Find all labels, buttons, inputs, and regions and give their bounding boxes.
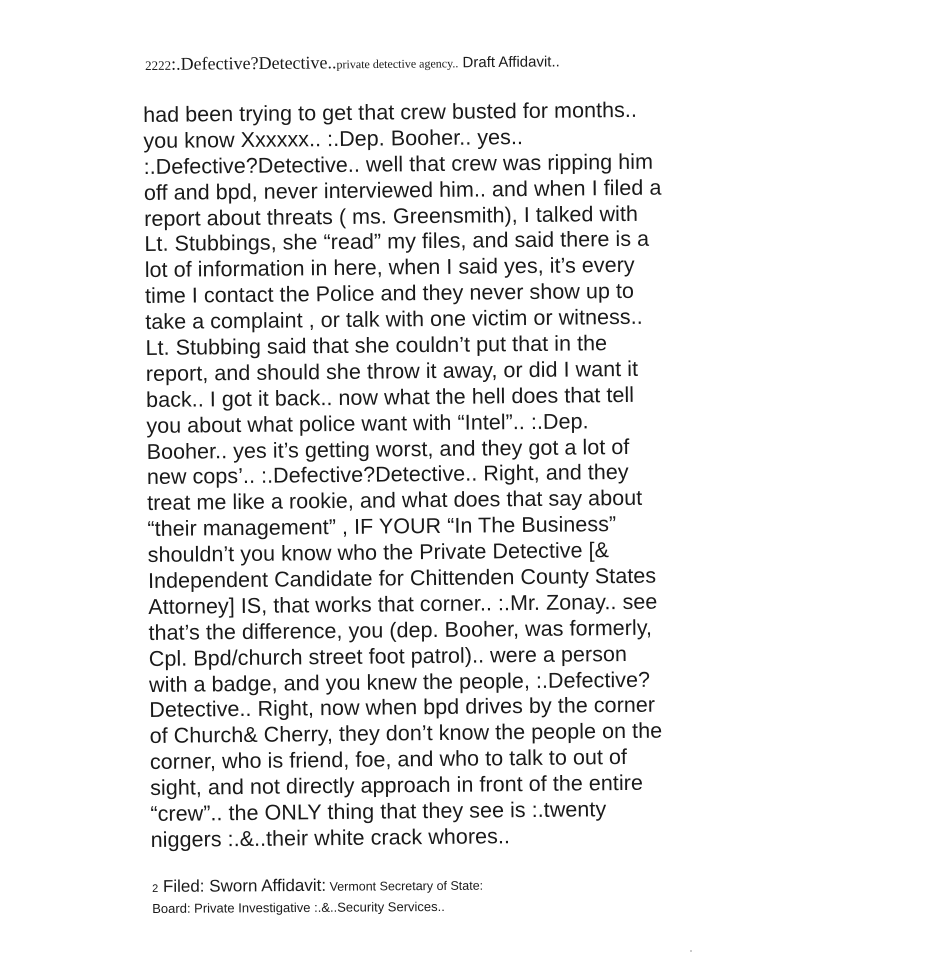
footer-board-line: Board: Private Investigative :.&..Security Services.. bbox=[152, 898, 445, 916]
scan-speck bbox=[690, 950, 692, 952]
body-line: that’s the difference, you (dep. Booher, was formerly, bbox=[148, 615, 653, 645]
body-line: Independent Candidate for Chittenden County States bbox=[147, 563, 657, 594]
body-line: lot of information in here, when I said yes, it’s every bbox=[144, 253, 635, 283]
page-number: 2 bbox=[152, 882, 159, 895]
document-header bbox=[145, 47, 905, 75]
body-line: Cpl. Bpd/church street foot patrol).. were a person bbox=[148, 641, 628, 671]
body-line: Attorney] IS, that works that corner.. :.Mr. Zonay.. see bbox=[148, 589, 658, 619]
filed-with: Vermont Secretary of State: bbox=[326, 878, 484, 894]
body-line: take a complaint , or talk with one victim or witness.. bbox=[145, 304, 643, 335]
header-firm-name: :.Defective?Detective.. bbox=[170, 52, 337, 74]
body-line: Detective.. Right, now when bpd drives by the corner bbox=[149, 693, 656, 723]
body-line: had been trying to get that crew busted for months.. bbox=[143, 97, 638, 127]
body-line: with a badge, and you knew the people, :.Defective? bbox=[148, 667, 651, 697]
body-line: treat me like a rookie, and what does that say about bbox=[147, 486, 643, 516]
filed-label: Filed: Sworn Affidavit: bbox=[158, 875, 327, 896]
body-line: report, and should she throw it away, or did I want it bbox=[145, 356, 639, 386]
body-line: you about what police want with “Intel”.. :.Dep. bbox=[146, 409, 589, 438]
body-line: “crew”.. the ONLY thing that they see is :.twenty bbox=[150, 797, 607, 827]
body-line: :.Defective?Detective.. well that crew was ripping him bbox=[143, 149, 654, 179]
affidavit-body bbox=[143, 95, 940, 854]
body-line: report about threats ( ms. Greensmith), I talked with bbox=[144, 201, 639, 231]
body-line: time I contact the Police and they never show up to bbox=[144, 279, 635, 309]
body-line: niggers :.&..their white crack whores.. bbox=[150, 824, 511, 852]
body-line: “their management” , IF YOUR “In The Business” bbox=[147, 512, 617, 542]
body-line: off and bpd, never interviewed him.. and when I filed a bbox=[143, 175, 662, 205]
body-line: Booher.. yes it’s getting worst, and they got a lot of bbox=[146, 434, 630, 464]
body-line: sight, and not directly approach in front of the entire bbox=[150, 770, 644, 801]
body-line: of Church& Cherry, they don’t know the people on the bbox=[149, 718, 663, 749]
body-line: Lt. Stubbing said that she couldn’t put that in the bbox=[145, 331, 608, 361]
document-footer bbox=[152, 871, 852, 918]
body-line: new cops’.. :.Defective?Detective.. Right, and they bbox=[146, 460, 629, 490]
body-line: corner, who is friend, foe, and who to talk to out of bbox=[149, 745, 628, 775]
header-code: 2222 bbox=[145, 57, 172, 73]
body-line: back.. I got it back.. now what the hell does that tell bbox=[145, 382, 635, 412]
footer-filed-line bbox=[152, 871, 852, 898]
body-line: Lt. Stubbings, she “read” my files, and said there is a bbox=[144, 227, 650, 257]
body-line: shouldn’t you know who the Private Detective [& bbox=[147, 538, 610, 568]
header-agency: private detective agency.. bbox=[336, 56, 459, 72]
header-draft-label: Draft Affidavit.. bbox=[458, 53, 560, 72]
body-line: you know Xxxxxx.. :.Dep. Booher.. yes.. bbox=[143, 124, 524, 153]
